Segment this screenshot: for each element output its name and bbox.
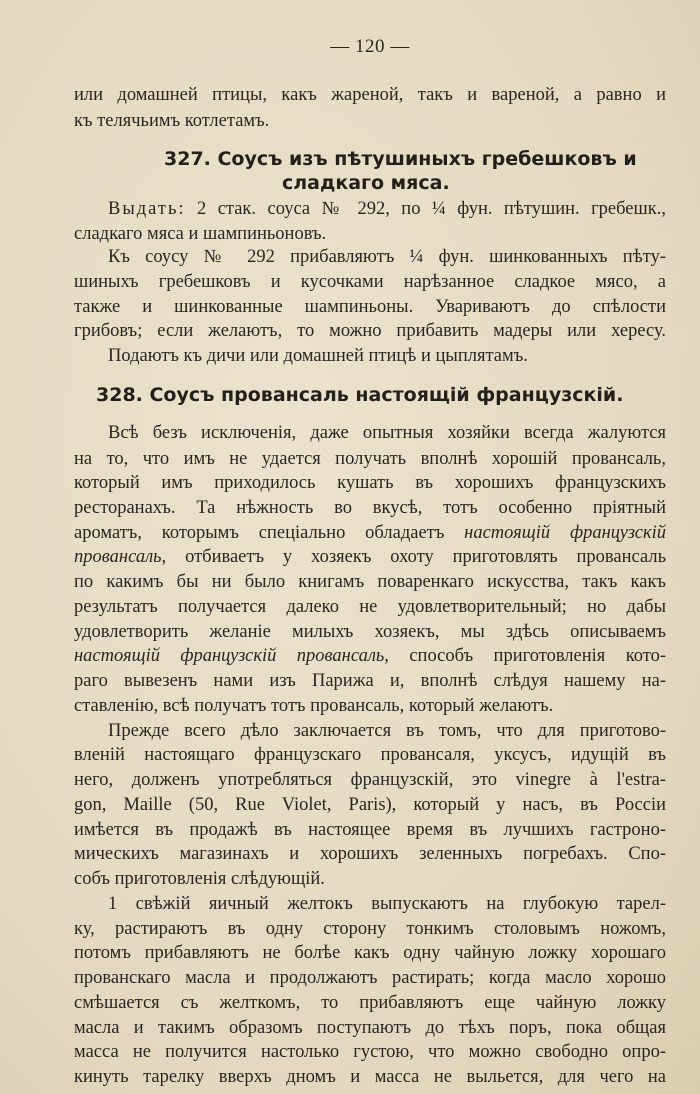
text-line: который имъ приходилось кушать въ хорошихъ французскихъ	[74, 473, 666, 493]
text-line: сладкаго мяса и шампиньоновъ.	[74, 224, 327, 244]
text-line: раго вывезенъ нами изъ Парижа и, вполнѣ слѣдуя нашему на-	[74, 671, 666, 691]
text-line: масла и такимъ образомъ поступаютъ до тѣхъ поръ, пока общая	[74, 1018, 666, 1038]
recipe-327-yield	[74, 200, 666, 219]
text-line: ресторанахъ. Та нѣжность во вкусѣ, тотъ особенно пріятный	[74, 498, 666, 518]
yield-label: Выдать:	[108, 199, 186, 219]
text-line: масса не получится настолько густою, что можно свободно опро-	[74, 1042, 666, 1062]
text-line: смѣшается съ желткомъ, то прибавляютъ еще чайную ложку	[74, 993, 666, 1013]
text-line: по какимъ бы ни было книгамъ поваренкаго искусства, такъ какъ	[74, 572, 666, 592]
text-line: имѣется въ продажѣ въ настоящее время въ лучшихъ гастроно-	[74, 820, 666, 840]
yield-text: 2 стак. соуса № 292, по ¼ фун. пѣтушин. гребешк.,	[197, 199, 666, 219]
text-line: него, долженъ употребляться французскій, это vinegre à l'estra-	[74, 770, 666, 790]
text-line: результатъ получается далеко не удовлетворительный; но дабы	[74, 597, 666, 617]
italic-text: провансаль,	[74, 547, 167, 567]
text-line: на то, что имъ не удается получать вполнѣ хорошій провансаль,	[74, 449, 666, 469]
text-line: прованскаго масла и продолжаютъ растирать; когда масло хорошо	[74, 968, 666, 988]
text-line: 1 свѣжій яичный желтокъ выпускаютъ на глубокую тарел-	[108, 894, 666, 914]
text-line: потомъ прибавляютъ не болѣе какъ одну чайную ложку хорошаго	[74, 943, 666, 963]
recipe-327-heading-line1: 327. Соусъ изъ пѣтушиныхъ гребешковъ и	[164, 148, 637, 170]
text-span: ароматъ, которымъ спеціально обладаетъ	[74, 523, 445, 543]
text-span: отбиваетъ у хозяекъ охоту приготовлять провансаль	[185, 547, 667, 567]
text-line: кинуть тарелку вверхъ дномъ и масса не выльется, для чего на	[74, 1067, 666, 1087]
text-line: шиныхъ гребешковъ и кусочками нарѣзанное сладкое мясо, а	[74, 272, 666, 292]
text-line: грибовъ; если желаютъ, то можно прибавить мадеры или хересу.	[74, 321, 666, 341]
italic-text: настоящій французскій провансаль,	[74, 646, 389, 666]
recipe-328-heading: 328. Соусъ провансаль настоящій французскій.	[96, 384, 624, 406]
text-line: или домашней птицы, какъ жареной, такъ и вареной, а равно и	[74, 85, 666, 105]
text-line	[74, 548, 666, 567]
text-line: вленій настоящаго французскаго провансаля, уксусъ, идущій въ	[74, 745, 666, 765]
italic-text: настоящій французскій	[464, 523, 667, 543]
text-line: Прежде всего дѣло заключается въ томъ, что для приготово-	[108, 721, 666, 741]
text-line: къ телячьимъ котлетамъ.	[74, 111, 270, 131]
text-line: удовлетворить желаніе милыхъ хозяекъ, мы здѣсь описываемъ	[74, 622, 666, 642]
text-line: ставленію, всѣ получатъ тотъ провансаль, который желаютъ.	[74, 696, 554, 716]
text-line: Къ соусу № 292 прибавляютъ ¼ фун. шинкованныхъ пѣту-	[108, 247, 666, 267]
text-span: способъ приготовленія кото-	[409, 646, 666, 666]
text-line	[74, 524, 666, 543]
text-line: также и шинкованные шампиньоны. Увариваютъ до спѣлости	[74, 297, 666, 317]
text-line: мическихъ магазинахъ и хорошихъ зеленныхъ погребахъ. Спо-	[74, 844, 666, 864]
recipe-327-heading-line2: сладкаго мяса.	[282, 172, 450, 194]
text-line: Подаютъ къ дичи или домашней птицѣ и цыплятамъ.	[108, 346, 528, 366]
text-line: gon, Maille (50, Rue Violet, Paris), который у насъ, въ Россіи	[74, 795, 666, 815]
text-line: ку, растираютъ въ одну сторону тонкимъ столовымъ ножомъ,	[74, 919, 666, 939]
text-line	[74, 647, 666, 666]
page-number: — 120 —	[330, 36, 410, 57]
text-line: Всѣ безъ исключенія, даже опытныя хозяйки всегда жалуются	[108, 423, 666, 443]
text-line: собъ приготовленія слѣдующій.	[74, 869, 325, 889]
